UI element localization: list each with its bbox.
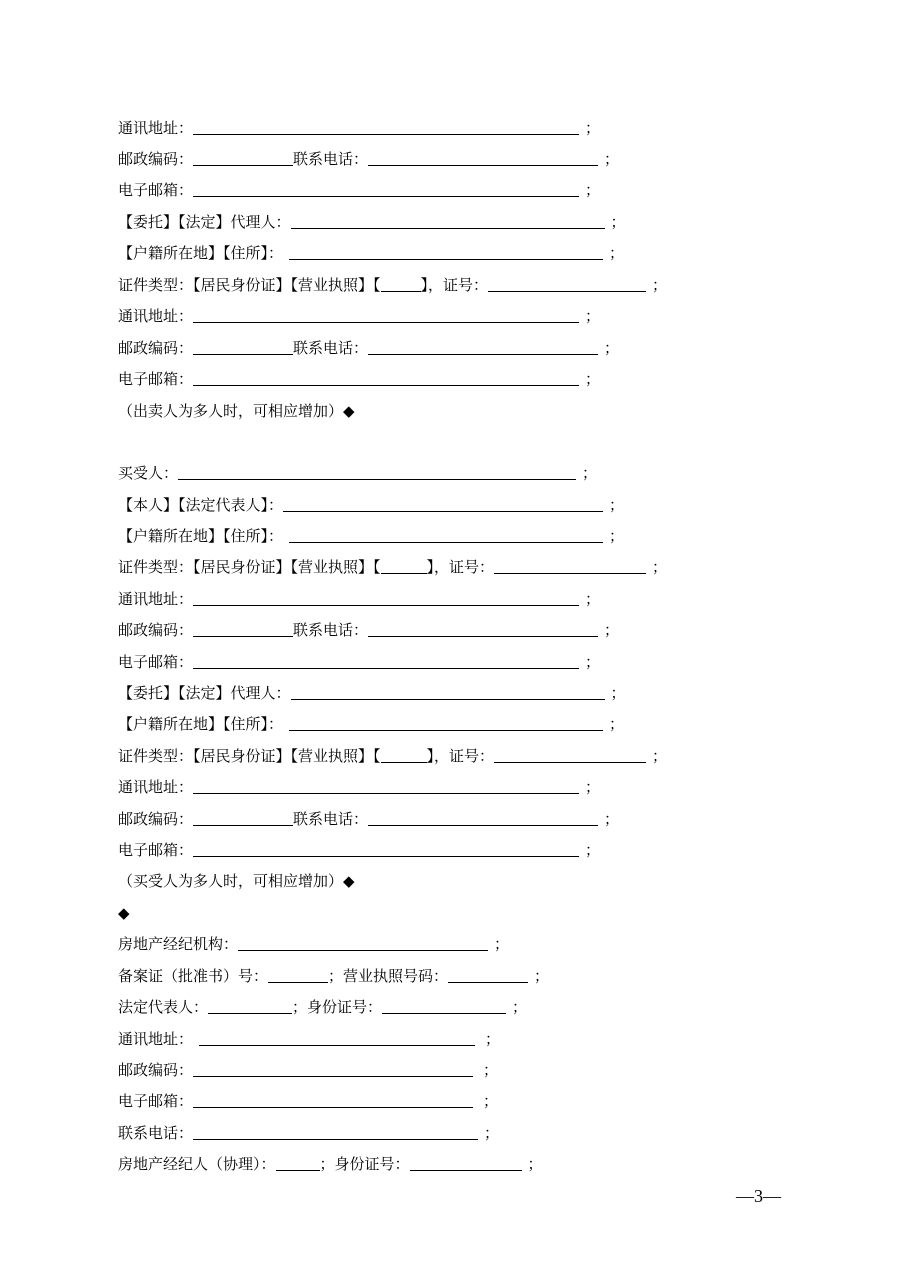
buyer-agent-idno-field[interactable] (494, 744, 646, 763)
buyer-agent-postcode-row: 邮政编码： 联系电话： ； (118, 805, 619, 829)
buyer-agent-email-field[interactable] (193, 838, 579, 857)
label: 通讯地址： (118, 119, 194, 137)
seller-agent-field[interactable] (291, 210, 605, 229)
seller-multi-note: （出卖人为多人时，可相应增加）◆ (118, 402, 355, 420)
seller-agent-row: 【委托】【法定】代理人： ； (118, 208, 626, 232)
seller-address-row: 通讯地址： ； (118, 114, 600, 138)
diamond-marker: ◆ (118, 904, 130, 922)
buyer-agent-address-row: 通讯地址： ； (118, 773, 600, 797)
buyer-email-row: 电子邮箱： ； (118, 648, 600, 672)
agency-rep-idno-field[interactable] (382, 995, 506, 1014)
buyer-agent-row: 【委托】【法定】代理人： ； (118, 679, 626, 703)
agency-record-row: 备案证（批准书）号： ；营业执照号码： ； (118, 962, 549, 986)
agency-address-row: 通讯地址： ； (118, 1025, 500, 1049)
seller-phone-field[interactable] (368, 147, 598, 166)
seller-agent-email-row: 电子邮箱： ； (118, 365, 600, 389)
agency-phone-field[interactable] (193, 1121, 478, 1140)
buyer-phone-field[interactable] (368, 618, 598, 637)
seller-agent-id-row: 证件类型：【居民身份证】【营业执照】【 】，证号： ； (118, 271, 667, 295)
seller-agent-residence-row: 【户籍所在地】【住所】： ； (118, 239, 624, 263)
agency-email-field[interactable] (193, 1089, 473, 1108)
seller-agent-residence-field[interactable] (289, 241, 603, 260)
seller-email-row: 电子邮箱： ； (118, 176, 600, 200)
agency-phone-row: 联系电话： ； (118, 1119, 499, 1143)
seller-agent-address-field[interactable] (193, 304, 579, 323)
buyer-address-field[interactable] (193, 587, 579, 606)
agency-name-row: 房地产经纪机构： ； (118, 930, 509, 954)
seller-agent-email-field[interactable] (193, 367, 579, 386)
buyer-agent-id-row: 证件类型：【居民身份证】【营业执照】【 】，证号： ； (118, 742, 667, 766)
seller-agent-address-row: 通讯地址： ； (118, 302, 600, 326)
agency-broker-field[interactable] (276, 1152, 320, 1171)
buyer-id-row: 证件类型：【居民身份证】【营业执照】【 】，证号： ； (118, 553, 667, 577)
agency-postcode-field[interactable] (193, 1058, 473, 1077)
agency-postcode-row: 邮政编码： ； (118, 1056, 498, 1080)
buyer-residence-field[interactable] (289, 524, 603, 543)
buyer-agent-phone-field[interactable] (368, 807, 598, 826)
buyer-agent-idtype-field[interactable] (381, 744, 427, 763)
agency-rep-field[interactable] (208, 995, 292, 1014)
agency-address-field[interactable] (199, 1027, 475, 1046)
seller-address-field[interactable] (193, 116, 579, 135)
seller-agent-postcode-field[interactable] (193, 336, 293, 355)
agency-rep-row: 法定代表人： ；身份证号： ； (118, 993, 527, 1017)
buyer-name-field[interactable] (178, 461, 576, 480)
agency-email-row: 电子邮箱： ； (118, 1087, 498, 1111)
seller-postcode-row: 邮政编码： 联系电话： ； (118, 145, 619, 169)
buyer-agent-postcode-field[interactable] (193, 807, 293, 826)
buyer-rep-field[interactable] (283, 493, 603, 512)
agency-broker-row: 房地产经纪人（协理）： ；身份证号： ； (118, 1150, 543, 1174)
buyer-agent-address-field[interactable] (193, 775, 579, 794)
buyer-postcode-row: 邮政编码： 联系电话： ； (118, 616, 619, 640)
seller-agent-idtype-field[interactable] (381, 273, 421, 292)
buyer-name-row: 买受人： ； (118, 459, 597, 483)
buyer-residence-row: 【户籍所在地】【住所】： ； (118, 522, 624, 546)
buyer-postcode-field[interactable] (193, 618, 293, 637)
buyer-agent-residence-field[interactable] (289, 712, 603, 731)
seller-agent-phone-field[interactable] (368, 336, 598, 355)
agency-name-field[interactable] (238, 932, 488, 951)
buyer-idtype-field[interactable] (381, 555, 427, 574)
buyer-agent-email-row: 电子邮箱： ； (118, 836, 600, 860)
buyer-agent-field[interactable] (291, 681, 605, 700)
seller-agent-idno-field[interactable] (488, 273, 646, 292)
agency-license-field[interactable] (448, 964, 528, 983)
buyer-address-row: 通讯地址： ； (118, 585, 600, 609)
buyer-agent-residence-row: 【户籍所在地】【住所】： ； (118, 710, 624, 734)
seller-email-field[interactable] (193, 178, 579, 197)
buyer-email-field[interactable] (193, 650, 579, 669)
agency-record-field[interactable] (268, 964, 328, 983)
seller-postcode-field[interactable] (193, 147, 293, 166)
agency-broker-idno-field[interactable] (410, 1152, 522, 1171)
buyer-multi-note: （买受人为多人时，可相应增加）◆ (118, 872, 355, 890)
buyer-rep-row: 【本人】【法定代表人】： ； (118, 491, 624, 515)
page-number: —3— (736, 1186, 781, 1206)
seller-agent-postcode-row: 邮政编码： 联系电话： ； (118, 334, 619, 358)
buyer-idno-field[interactable] (494, 555, 646, 574)
